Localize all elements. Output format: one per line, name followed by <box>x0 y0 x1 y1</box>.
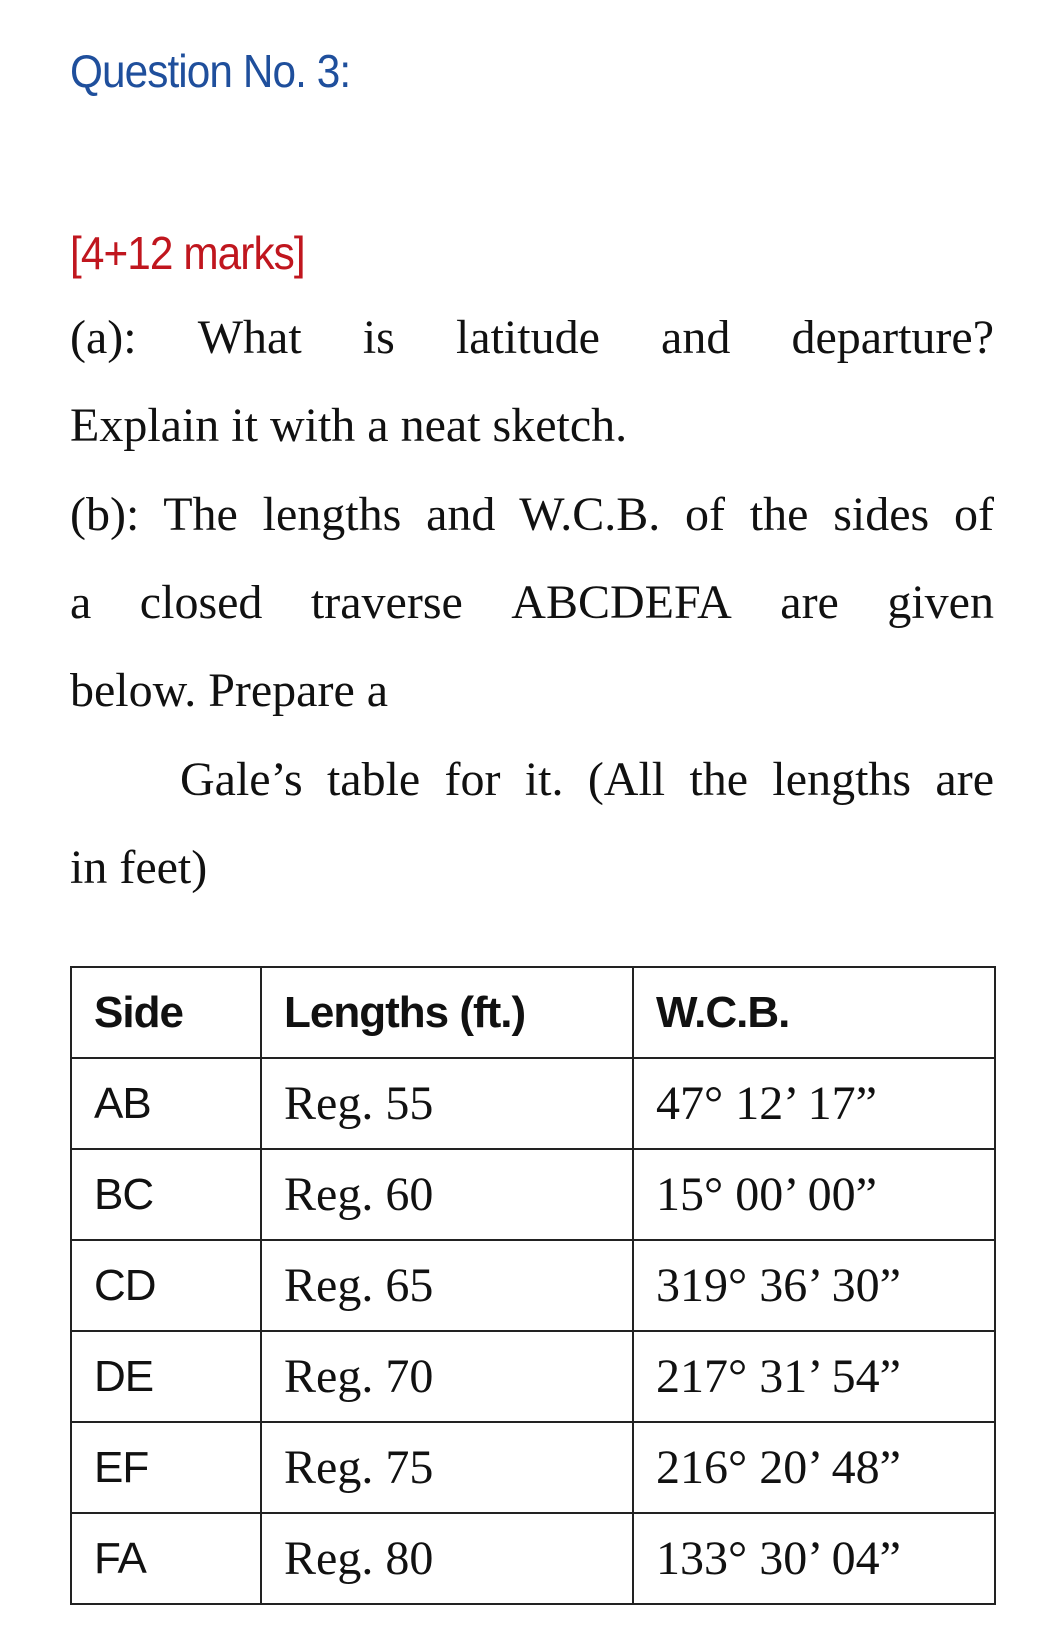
table-header-row <box>71 967 995 1058</box>
part-b-word: traverse <box>310 576 463 629</box>
length-cell: Reg. 65 <box>261 1240 633 1331</box>
side-cell: DE <box>71 1331 261 1422</box>
table-row <box>71 1240 995 1331</box>
part-b-line-1 <box>70 485 994 545</box>
part-b-line-1-text: (b): The lengths and W.C.B. of the sides of <box>70 488 994 541</box>
side-cell: CD <box>71 1240 261 1331</box>
table-row <box>71 1331 995 1422</box>
part-b-word: ABCDEFA <box>511 576 732 629</box>
length-cell: Reg. 80 <box>261 1513 633 1604</box>
part-b-word: closed <box>139 576 263 629</box>
traverse-table <box>70 966 996 1605</box>
wcb-cell: 15° 00’ 00” <box>633 1149 995 1240</box>
part-b-line-4-text: Gale’s table for it. (All the lengths are <box>180 753 994 806</box>
length-cell: Reg. 70 <box>261 1331 633 1422</box>
header-side: Side <box>71 967 261 1058</box>
side-cell: AB <box>71 1058 261 1149</box>
part-a-word: (a): <box>70 311 137 364</box>
table-row <box>71 1149 995 1240</box>
part-a-line-1 <box>70 308 994 368</box>
side-cell: FA <box>71 1513 261 1604</box>
wcb-cell: 47° 12’ 17” <box>633 1058 995 1149</box>
header-wcb: W.C.B. <box>633 967 995 1058</box>
part-a-word: is <box>362 311 395 364</box>
wcb-cell: 319° 36’ 30” <box>633 1240 995 1331</box>
wcb-cell: 217° 31’ 54” <box>633 1331 995 1422</box>
part-b-word: given <box>887 576 994 629</box>
side-cell: BC <box>71 1149 261 1240</box>
part-b-line-2 <box>70 573 994 633</box>
part-b-line-3: below. Prepare a <box>70 664 389 717</box>
length-cell: Reg. 55 <box>261 1058 633 1149</box>
table-row <box>71 1422 995 1513</box>
part-a-word: What <box>197 311 302 364</box>
part-b-line-5: in feet) <box>70 841 208 894</box>
table-row <box>71 1513 995 1604</box>
part-b-word: a <box>70 576 92 629</box>
wcb-cell: 216° 20’ 48” <box>633 1422 995 1513</box>
part-b-line-4 <box>180 750 994 810</box>
header-length: Lengths (ft.) <box>261 967 633 1058</box>
side-cell: EF <box>71 1422 261 1513</box>
part-b-word: are <box>780 576 839 629</box>
part-a-word: and <box>661 311 731 364</box>
part-a-word: departure? <box>791 311 994 364</box>
length-cell: Reg. 60 <box>261 1149 633 1240</box>
table-row <box>71 1058 995 1149</box>
wcb-cell: 133° 30’ 04” <box>633 1513 995 1604</box>
part-a-word: latitude <box>455 311 600 364</box>
part-a-line-2: Explain it with a neat sketch. <box>70 399 628 452</box>
length-cell: Reg. 75 <box>261 1422 633 1513</box>
question-heading: Question No. 3: <box>70 45 351 97</box>
marks-label: [4+12 marks] <box>70 227 305 279</box>
